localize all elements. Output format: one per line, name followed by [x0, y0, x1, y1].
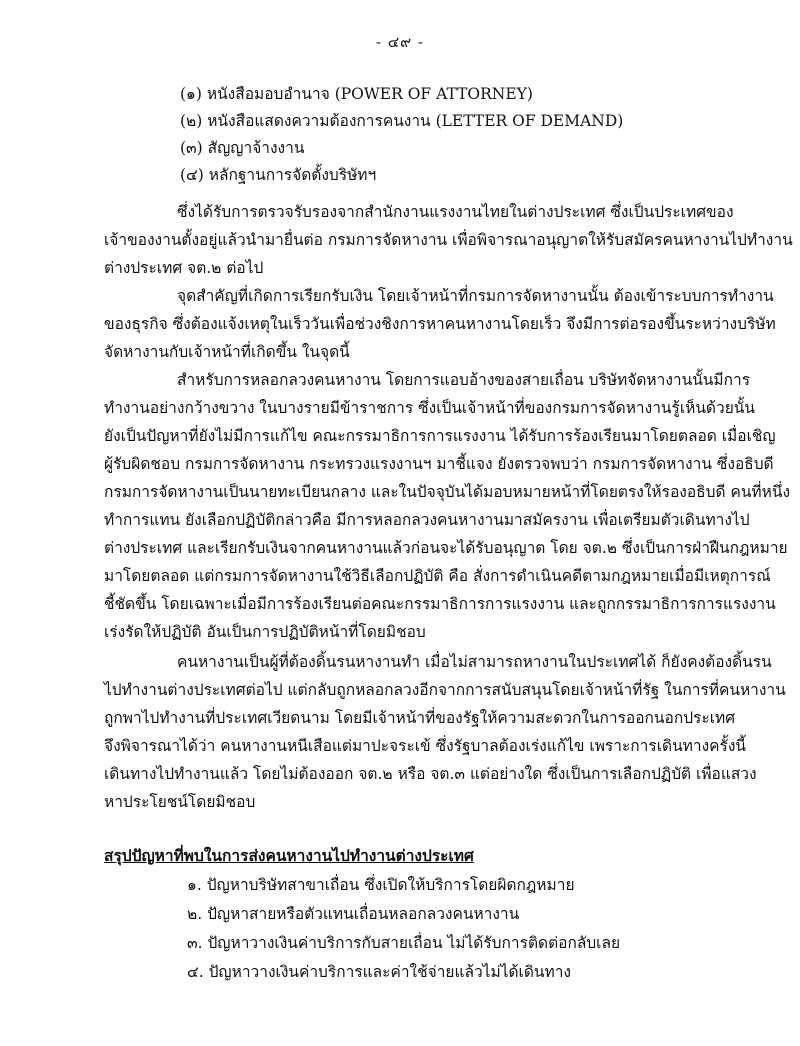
- paragraph-line: สำหรับการหลอกลวงคนหางาน โดยการแอบอ้างของสายเถื่อน บริษัทจัดหางานนั้นมีการ: [177, 371, 751, 389]
- document-list-item: (๓) สัญญาจ้างงาน: [180, 139, 305, 157]
- paragraph-line: มาโดยตลอด แต่กรมการจัดหางานใช้วิธีเลือกปฏิบัติ คือ สั่งการดำเนินคดีตามกฎหมายเมื่อมีเหตุการณ์: [104, 567, 771, 585]
- paragraph-line: จึงพิจารณาได้ว่า คนหางานหนีเสือแต่มาปะจระเข้ ซึ่งรัฐบาลต้องเร่งแก้ไข เพราะการเดินทางครั้งนี้: [104, 737, 747, 755]
- summary-heading: สรุปปัญหาที่พบในการส่งคนหางานไปทำงานต่างประเทศ: [104, 846, 474, 865]
- document-list-item: (๒) หนังสือแสดงความต้องการคนงาน (LETTER OF DEMAND): [180, 112, 624, 130]
- paragraph-line: ผู้รับผิดชอบ กรมการจัดหางาน กระทรวงแรงงานฯ มาชี้แจง ยังตรวจพบว่า กรมการจัดหางาน ซึ่งอธิบดี: [104, 455, 774, 473]
- paragraph-line: ยังเป็นปัญหาที่ยังไม่มีการแก้ไข คณะกรรมาธิการการแรงงาน ได้รับการร้องเรียนมาโดยตลอด เมื่อเชิญ: [104, 427, 776, 445]
- paragraph-line: ของธุรกิจ ซึ่งต้องแจ้งเหตุในเร็ววันเพื่อช่วงชิงการหาคนหางานโดยเร็ว จึงมีการต่อรองขึ้นระหว่างบริษัท: [104, 315, 776, 333]
- paragraph-line: คนหางานเป็นผู้ที่ต้องดิ้นรนหางานทำ เมื่อไม่สามารถหางานในประเทศได้ ก็ยังคงต้องดิ้นรน: [177, 653, 772, 671]
- paragraph-line: ซึ่งได้รับการตรวจรับรองจากสำนักงานแรงงานไทยในต่างประเทศ ซึ่งเป็นประเทศของ: [177, 203, 734, 221]
- summary-item: ๑. ปัญหาบริษัทสาขาเถื่อน ซึ่งเปิดให้บริการโดยผิดกฎหมาย: [187, 876, 575, 894]
- paragraph-line: จุดสำคัญที่เกิดการเรียกรับเงิน โดยเจ้าหน้าที่กรมการจัดหางานนั้น ต้องเข้าระบบการทำงาน: [177, 287, 774, 305]
- summary-item: ๒. ปัญหาสายหรือตัวแทนเถื่อนหลอกลวงคนหางาน: [187, 905, 520, 923]
- paragraph-line: เดินทางไปทำงานแล้ว โดยไม่ต้องออก จต.๒ หรือ จต.๓ แต่อย่างใด ซึ่งเป็นการเลือกปฏิบัติ เพื่อแสวง: [104, 765, 757, 783]
- paragraph-line: จัดหางานกับเจ้าหน้าที่เกิดขึ้น ในจุดนี้: [104, 343, 350, 361]
- paragraph-line: ถูกพาไปทำงานที่ประเทศเวียดนาม โดยมีเจ้าหน้าที่ของรัฐให้ความสะดวกในการออกนอกประเทศ: [104, 709, 736, 727]
- paragraph-line: ต่างประเทศ จต.๒ ต่อไป: [104, 259, 264, 277]
- document-list-item: (๑) หนังสือมอบอำนาจ (POWER OF ATTORNEY): [180, 85, 533, 103]
- paragraph-line: หาประโยชน์โดยมิชอบ: [104, 793, 256, 811]
- document-list-item: (๔) หลักฐานการจัดตั้งบริษัทฯ: [180, 166, 377, 184]
- page-number: - ๔๙ -: [375, 33, 424, 51]
- paragraph-line: ต่างประเทศ และเรียกรับเงินจากคนหางานแล้วก่อนจะได้รับอนุญาต โดย จต.๒ ซึ่งเป็นการฝ่าฝืนกฎหมาย: [104, 539, 788, 557]
- paragraph-line: กรมการจัดหางานเป็นนายทะเบียนกลาง และในปัจจุบันได้มอบหมายหน้าที่โดยตรงให้รองอธิบดี คนที่หนึ่ง: [104, 483, 791, 501]
- paragraph-line: ทำงานอย่างกว้างขวาง ในบางรายมีข้าราชการ ซึ่งเป็นเจ้าหน้าที่ของกรมการจัดหางานรู้เห็นด้วยนั้น: [104, 399, 755, 417]
- paragraph-line: ทำการแทน ยังเลือกปฏิบัติกล่าวคือ มีการหลอกลวงคนหางานมาสมัครงาน เพื่อเตรียมตัวเดินทางไป: [104, 511, 750, 529]
- paragraph-line: ไปทำงานต่างประเทศต่อไป แต่กลับถูกหลอกลวงอีกจากการสนับสนุนโดยเจ้าหน้าที่รัฐ ในการที่คนหางาน: [104, 681, 786, 699]
- summary-item: ๔. ปัญหาวางเงินค่าบริการและค่าใช้จ่ายแล้วไม่ได้เดินทาง: [187, 963, 571, 981]
- paragraph-line: ชี้ชัดขึ้น โดยเฉพาะเมื่อมีการร้องเรียนต่อคณะกรรมาธิการการแรงงาน และถูกกรรมาธิการการแรงงาน: [104, 595, 776, 613]
- summary-item: ๓. ปัญหาวางเงินค่าบริการกับสายเถื่อน ไม่ได้รับการติดต่อกลับเลย: [187, 934, 621, 952]
- paragraph-line: เร่งรัดให้ปฏิบัติ อันเป็นการปฏิบัติหน้าที่โดยมิชอบ: [104, 623, 426, 641]
- paragraph-line: เจ้าของงานตั้งอยู่แล้วนำมายื่นต่อ กรมการจัดหางาน เพื่อพิจารณาอนุญาตให้รับสมัครคนหางานไปทำงาน: [104, 231, 793, 249]
